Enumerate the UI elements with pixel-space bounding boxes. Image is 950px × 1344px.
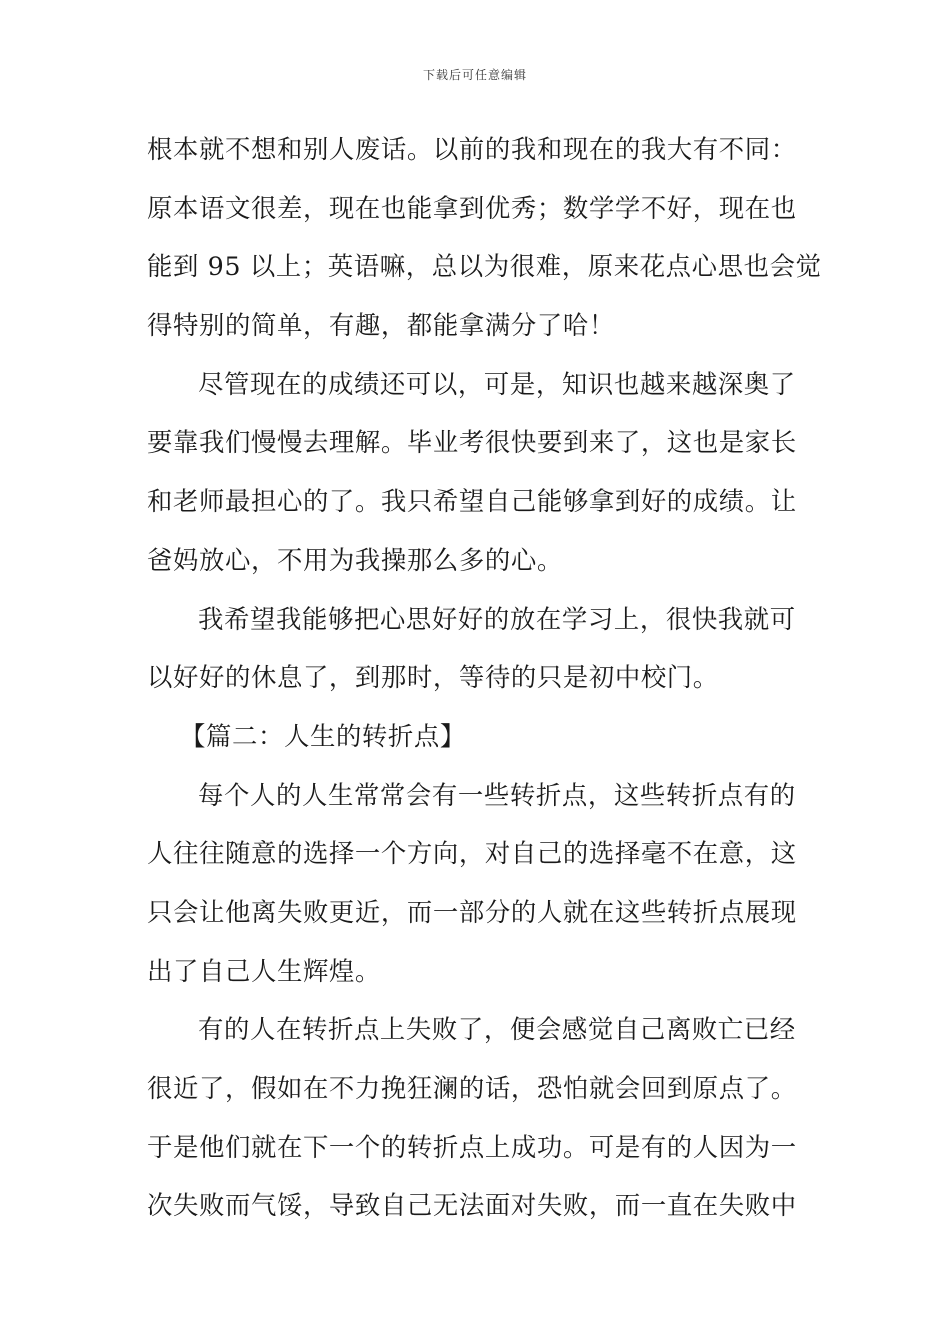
text-line: 出了自己人生辉煌。 [147, 955, 381, 986]
text-line: 得特别的简单，有趣，都能拿满分了哈！ [147, 310, 615, 341]
text-line: 人往往随意的选择一个方向，对自己的选择毫不在意，这 [147, 838, 797, 869]
text-line: 原本语文很差，现在也能拿到优秀；数学学不好，现在也 [147, 192, 797, 223]
text-line: 以好好的休息了，到那时，等待的只是初中校门。 [147, 662, 719, 693]
page-header-note: 下载后可任意编辑 [422, 68, 527, 82]
text-line: 根本就不想和别人废话。以前的我和现在的我大有不同： [147, 134, 797, 164]
document-body [147, 120, 822, 1235]
paragraph-start-line: 每个人的人生常常会有一些转折点，这些转折点有的 [198, 779, 796, 810]
paragraph-start-line: 尽管现在的成绩还可以，可是，知识也越来越深奥了 [198, 368, 796, 399]
text-line: 次失败而气馁，导致自己无法面对失败，而一直在失败中 [147, 1190, 797, 1221]
text-line: 要靠我们慢慢去理解。毕业考很快要到来了，这也是家长 [147, 427, 797, 458]
text-line: 能到 95 以上；英语嘛，总以为很难，原来花点心思也会觉 [147, 251, 822, 282]
paragraph-start-line: 有的人在转折点上失败了，便会感觉自己离败亡已经 [198, 1014, 796, 1045]
text-line: 于是他们就在下一个的转折点上成功。可是有的人因为一 [147, 1131, 797, 1162]
text-line: 和老师最担心的了。我只希望自己能够拿到好的成绩。让 [147, 486, 797, 517]
paragraph-start-line: 我希望我能够把心思好好的放在学习上，很快我就可 [198, 603, 796, 634]
section-heading: 【篇二：人生的转折点】 [180, 720, 466, 751]
text-line: 只会让他离失败更近，而一部分的人就在这些转折点展现 [147, 896, 797, 927]
text-line: 很近了，假如在不力挽狂澜的话，恐怕就会回到原点了。 [147, 1073, 797, 1103]
text-line: 爸妈放心，不用为我操那么多的心。 [147, 544, 563, 575]
